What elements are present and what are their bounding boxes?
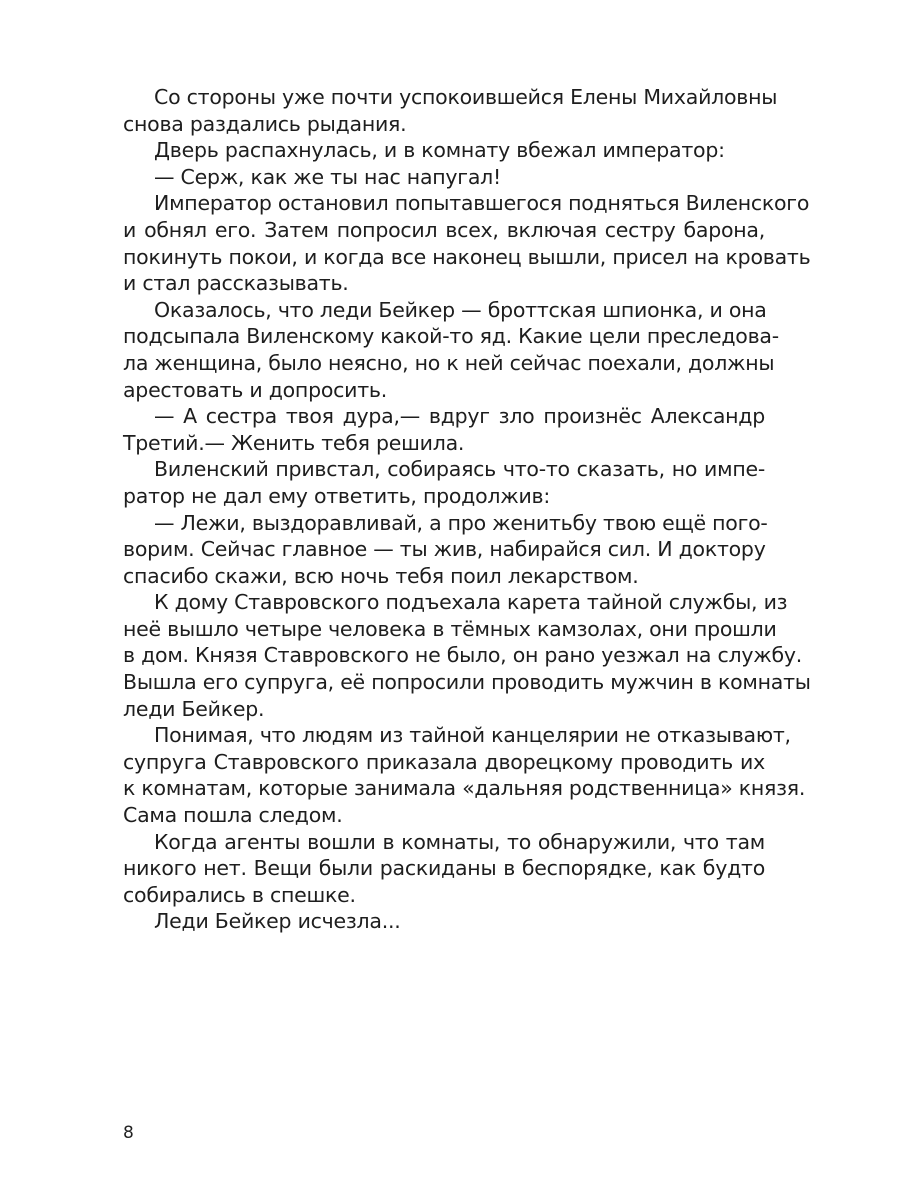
text-line: — Лежи, выздоравливай, а про женитьбу твою ещё пого- (154, 510, 768, 535)
text-line: Сама пошла следом. (123, 803, 343, 828)
text-line: К дому Ставровского подъехала карета тайной службы, из (154, 590, 788, 615)
text-line: неё вышло четыре человека в тёмных камзолах, они прошли (123, 616, 777, 641)
text-line: леди Бейкер. (123, 696, 265, 721)
text-line: спасибо скажи, всю ночь тебя поил лекарством. (123, 563, 639, 588)
text-line: Дверь распахнулась, и в комнату вбежал император: (154, 138, 725, 163)
text-line: Император остановил попытавшегося подняться Виленского (154, 191, 810, 216)
text-line: арестовать и допросить. (123, 377, 388, 402)
text-line: Вышла его супруга, её попросили проводить мужчин в комнаты (123, 670, 811, 695)
text-line: Понимая, что людям из тайной канцелярии не отказывают, (154, 723, 791, 748)
text-line: Когда агенты вошли в комнаты, то обнаружили, что там (154, 829, 765, 854)
text-line: никого нет. Вещи были раскиданы в беспорядке, как будто (123, 856, 765, 881)
text-line: и стал рассказывать. (123, 271, 349, 296)
text-line: ворим. Сейчас главное — ты жив, набирайся сил. И доктору (123, 537, 766, 562)
text-line: — Серж, как же ты нас напугал! (154, 164, 501, 189)
page-number: 8 (123, 1123, 134, 1143)
text-line: — А сестра твоя дура,— вдруг зло произнёс Александр (154, 404, 765, 429)
text-line: Со стороны уже почти успокоившейся Елены Михайловны (154, 85, 778, 109)
text-line: к комнатам, которые занимала «дальняя родственница» князя. (123, 776, 806, 801)
text-line: снова раздались рыдания. (123, 111, 407, 136)
text-line: супруга Ставровского приказала дворецкому проводить их (123, 749, 765, 774)
text-line: в дом. Князя Ставровского не было, он рано уезжал на службу. (123, 643, 802, 668)
body-text (123, 84, 811, 935)
text-line: Виленский привстал, собираясь что-то сказать, но импе- (154, 457, 765, 482)
text-line: ла женщина, было неясно, но к ней сейчас поехали, должны (123, 350, 775, 375)
text-line: подсыпала Виленскому какой-то яд. Какие цели преследова- (123, 324, 779, 349)
text-line: Третий.— Женить тебя решила. (123, 430, 465, 455)
text-line: и обнял его. Затем попросил всех, включая сестру барона, (123, 217, 765, 242)
text-line: ратор не дал ему ответить, продолжив: (123, 483, 551, 508)
text-line: покинуть покои, и когда все наконец вышли, присел на кровать (123, 244, 811, 269)
text-line: Оказалось, что леди Бейкер — броттская шпионка, и она (154, 297, 767, 322)
text-line: Леди Бейкер исчезла... (154, 909, 401, 934)
text-line: собирались в спешке. (123, 882, 356, 907)
